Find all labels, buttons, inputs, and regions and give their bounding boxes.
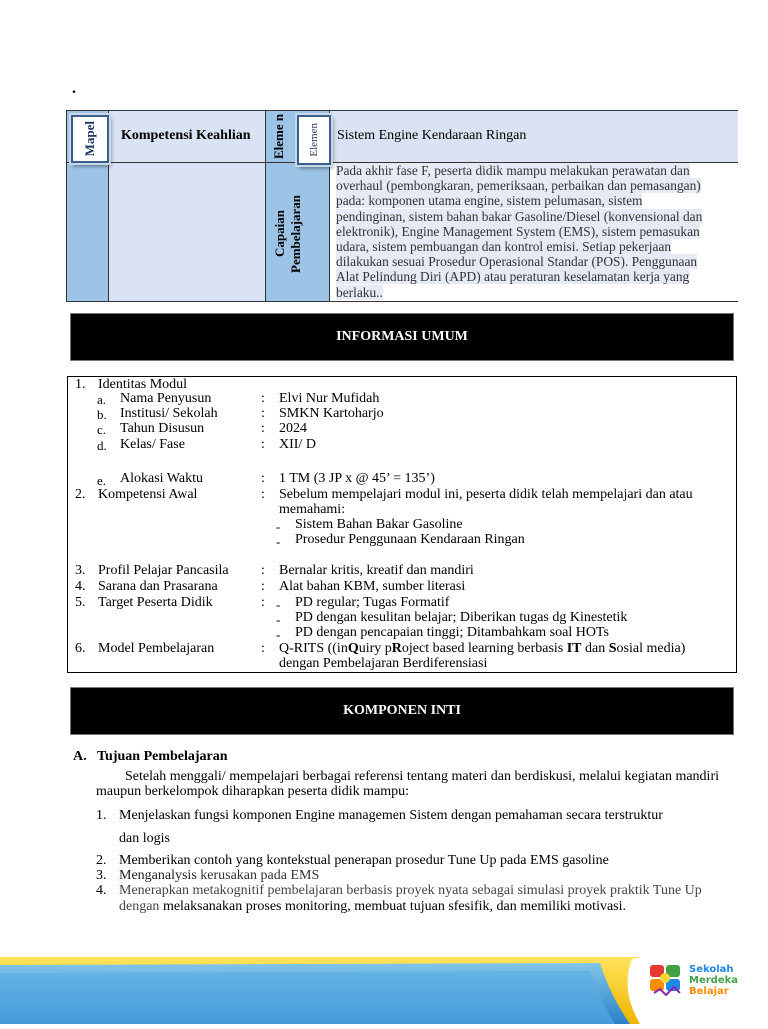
elemen-rotated-label: Eleme n [271,113,286,159]
kompetensi-awal-value-2: memahami: [279,502,346,517]
capaian-text [336,163,736,300]
logo-line-2: Merdeka [689,975,739,986]
tahun-value: 2024 [279,421,307,436]
capaian-line: elektronik), Engine Management System (EMS), sistem pemasukan [336,223,700,239]
capaian-label: Capaian Pembelajaran [272,195,303,273]
section-letter-a: A. [73,749,87,764]
institusi-label: Institusi/ Sekolah [120,406,218,421]
tujuan-item-number: 4. [96,883,107,898]
banner-komponen-inti-label: KOMPONEN INTI [343,703,461,718]
tujuan-paragraph-line-1: Setelah menggali/ mempelajari berbagai referensi tentang materi dan berdiskusi, melalui kegiatan mandiri [125,769,720,784]
colon: : [261,487,265,502]
nama-penyusun-label: Nama Penyusun [120,391,212,406]
elemen-value: Sistem Engine Kendaraan Ringan [337,128,527,143]
section-title-tujuan: Tujuan Pembelajaran [97,749,228,764]
tujuan-item-3: Menganalysis kerusakan pada EMS [119,868,320,883]
colon: : [261,406,265,421]
dash: - [276,612,281,627]
kompetensi-label: Kompetensi Keahlian [121,128,251,143]
capaian-line: overhaul (pembongkaran, pemeriksaan, perbaikan dan pemasangan) [336,178,701,194]
capaian-line: udara, sistem pembuangan dan kontrol emisi. Setiap pekerjaan [336,239,672,255]
tujuan-paragraph-line-2: maupun berkelompok diharapkan peserta didik mampu: [96,784,409,799]
profil-value: Bernalar kritis, kreatif dan mandiri [279,563,474,578]
banner-komponen-inti [71,688,733,734]
kompetensi-awal-label: Kompetensi Awal [98,487,198,502]
kompetensi-value-cell [109,163,266,301]
item-number-1: 1. [75,377,86,392]
sub-letter-e: e. [97,473,107,488]
colon: : [261,563,265,578]
tujuan-item-1-line-1: Menjelaskan fungsi komponen Engine managemen Sistem dengan pemahaman secara terstruktur [119,808,663,823]
stray-dot: . [72,80,76,97]
logo-line-1: Sekolah [689,964,734,975]
dash: - [276,519,281,534]
elemen-value-cell [330,111,738,163]
sub-letter-a: a. [97,392,107,407]
capaian-line: Alat Pelindung Diri (APD) atau peraturan keselamatan kerja yang [336,269,690,285]
banner-informasi-umum [71,314,733,360]
capaian-line: dilakukan sesuai Prosedur Operasional Standar (POS). Penggunaan [336,254,698,270]
informasi-umum-box [67,376,737,673]
item-number-2: 2. [75,487,86,502]
capaian-line: pendinginan, sistem bahan bakar Gasoline/Diesel (konvensional dan [336,208,703,224]
target-item-1: PD regular; Tugas Formatif [295,595,450,610]
elemen-badge-label: Elemen [308,123,320,157]
identitas-modul-label: Identitas Modul [98,377,188,392]
banner-informasi-umum-label: INFORMASI UMUM [336,329,468,344]
target-label: Target Peserta Didik [98,595,213,610]
model-value-1: Q-RITS ((inQuiry pRoject based learning berbasis IT dan Sosial media) [279,641,686,656]
colon: : [261,579,265,594]
mapel-badge [71,115,109,163]
dash: - [276,534,281,549]
dash: - [276,627,281,642]
item-number-4: 4. [75,579,86,594]
colon: : [261,391,265,406]
institusi-value: SMKN Kartoharjo [279,406,384,421]
alokasi-value: 1 TM (3 JP x @ 45’ = 135’) [279,471,435,486]
sub-letter-c: c. [97,422,107,437]
kompetensi-item-2: Prosedur Penggunaan Kendaraan Ringan [295,532,525,547]
item-number-3: 3. [75,563,86,578]
capaian-label-cell [266,163,330,301]
capaian-line: pada: komponen utama engine, sistem pelumasan, sistem [336,193,643,209]
item-number-5: 5. [75,595,86,610]
capaian-line: berlaku.. [336,284,383,300]
merdeka-logo-icon [648,963,686,999]
merdeka-logo-text [689,964,738,997]
sub-letter-b: b. [97,407,107,422]
colon: : [261,471,265,486]
kelas-label: Kelas/ Fase [120,437,185,452]
elemen-badge [297,115,331,165]
kelas-value: XII/ D [279,437,316,452]
kompetensi-cell [109,111,266,163]
kompetensi-item-1: Sistem Bahan Bakar Gasoline [295,517,463,532]
nama-penyusun-value: Elvi Nur Mufidah [279,391,380,406]
tujuan-item-number: 3. [96,868,107,883]
footer-band [0,955,768,1024]
mapel-cell-lower [67,163,109,301]
model-label: Model Pembelajaran [98,641,215,656]
capaian-value-cell [330,163,738,301]
tujuan-item-4-line-2: dengan melaksanakan proses monitoring, membuat tujuan sfesifik, dan memiliki motivasi. [119,899,627,914]
tujuan-item-2: Memberikan contoh yang kontekstual penerapan prosedur Tune Up pada EMS gasoline [119,853,609,868]
colon: : [261,595,265,610]
item-number-6: 6. [75,641,86,656]
alokasi-label: Alokasi Waktu [120,471,203,486]
mapel-label: Mapel [82,121,97,157]
sarana-label: Sarana dan Prasarana [98,579,218,594]
logo-line-3: Belajar [689,986,729,997]
capaian-line: Pada akhir fase F, peserta didik mampu melakukan perawatan dan [336,163,690,178]
tujuan-item-1-line-2: dan logis [119,831,170,846]
sarana-value: Alat bahan KBM, sumber literasi [279,579,466,594]
colon: : [261,641,265,656]
profil-label: Profil Pelajar Pancasila [98,563,229,578]
top-table [66,110,738,302]
kompetensi-awal-value-1: Sebelum mempelajari modul ini, peserta didik telah mempelajari dan atau [279,487,693,502]
sub-letter-d: d. [97,438,107,453]
dash: - [276,597,281,612]
tahun-label: Tahun Disusun [120,421,205,436]
tujuan-item-4-line-1: Menerapkan metakognitif pembelajaran berbasis proyek nyata sebagai simulasi proyek praktik Tune Up [119,883,702,898]
tujuan-item-number: 1. [96,808,107,823]
colon: : [261,437,265,452]
target-item-3: PD dengan pencapaian tinggi; Ditambahkam soal HOTs [295,625,609,640]
target-item-2: PD dengan kesulitan belajar; Diberikan tugas dg Kinestetik [295,610,628,625]
model-value-2: dengan Pembelajaran Berdiferensiasi [279,656,488,671]
colon: : [261,421,265,436]
tujuan-item-number: 2. [96,853,107,868]
